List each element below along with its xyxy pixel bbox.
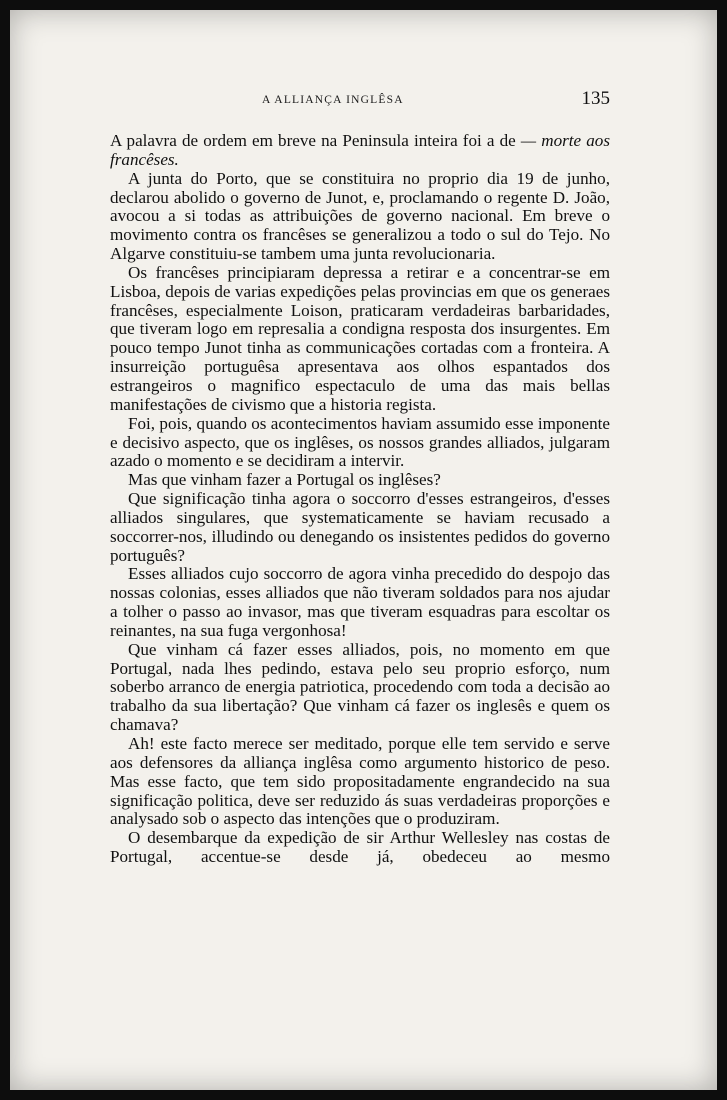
paragraph-1-text: A palavra de ordem em breve na Peninsula inteira foi a de <box>110 131 521 150</box>
paragraph-1 <box>110 132 610 170</box>
paragraph-10: O desembarque da expedição de sir Arthur Wellesley nas costas de Portugal, accentue-se desde já, obedeceu ao mesmo <box>110 828 610 867</box>
paragraph-5: Mas que vinham fazer a Portugal os inglêses? <box>128 470 441 490</box>
paragraph-9: Ah! este facto merece ser meditado, porque elle tem servido e serve aos defensores da alliança inglêsa como argumento historico de peso. Mas esse facto, que tem sido propositadamente engrandecido na sua significação politica, deve ser reduzido ás suas verdadeiras proporções e analysado sob o aspecto das intenções que o produziram. <box>110 734 610 829</box>
paragraph-8: Que vinham cá fazer esses alliados, pois, no momento em que Portugal, nada lhes pedindo, estava pelo seu proprio esforço, num soberbo arranco de energia patriotica, procedendo com toda a decisão ao trabalho da sua libertação? Que vinham cá fazer os inglesês e quem os chamava? <box>110 639 610 735</box>
paragraph-4: Foi, pois, quando os acontecimentos haviam assumido esse imponente e decisivo aspecto, que os inglêses, os nossos grandes alliados, julgaram azado o momento e se decidiram a intervir. <box>110 413 610 471</box>
paragraph-6: Que significação tinha agora o soccorro d'esses estrangeiros, d'esses alliados singulares, que systematicamente se haviam recusado a soccorrer-nos, illudindo ou denegando os insistentes pedidos do governo português? <box>110 489 610 565</box>
paragraph-2: A junta do Porto, que se constituira no proprio dia 19 de junho, declarou abolido o governo de Junot, e, proclamando o regente D. João, avocou a si todas as attribuições de governo nacional. Em breve o movimento contra os francêses se generalizou a todo o sul do Tejo. No Algarve constituiu-se tambem uma junta revolucionaria. <box>110 168 610 264</box>
running-title: A ALLIANÇA INGLÊSA <box>262 94 404 106</box>
book-page <box>10 10 717 1090</box>
paragraph-1-italic: — morte aos francêses. <box>110 131 610 169</box>
body-text <box>110 132 610 867</box>
paragraph-7: Esses alliados cujo soccorro de agora vinha precedido do despojo das nossas colonias, esses alliados que não tiveram soldados para nos ajudar a tolher o passo ao invasor, mas que tiveram esquadras para escoltar os reinantes, na sua fuga vergonhosa! <box>110 564 610 640</box>
page-number: 135 <box>581 88 610 109</box>
paragraph-3: Os francêses principiaram depressa a retirar e a concentrar-se em Lisboa, depois de varias expedições pelas provincias em que os generaes francêses, especialmente Loison, praticaram verdadeiras barbaridades, que tiveram logo em represalia a condigna resposta dos insurgentes. Em pouco tempo Junot tinha as communicações cortadas com a fronteira. A insurreição portuguêsa apresentava aos olhos espantados dos estrangeiros o magnifico espectaculo de uma das mais bellas manifestações de civismo que a historia regista. <box>110 262 610 414</box>
page-header <box>110 88 610 114</box>
